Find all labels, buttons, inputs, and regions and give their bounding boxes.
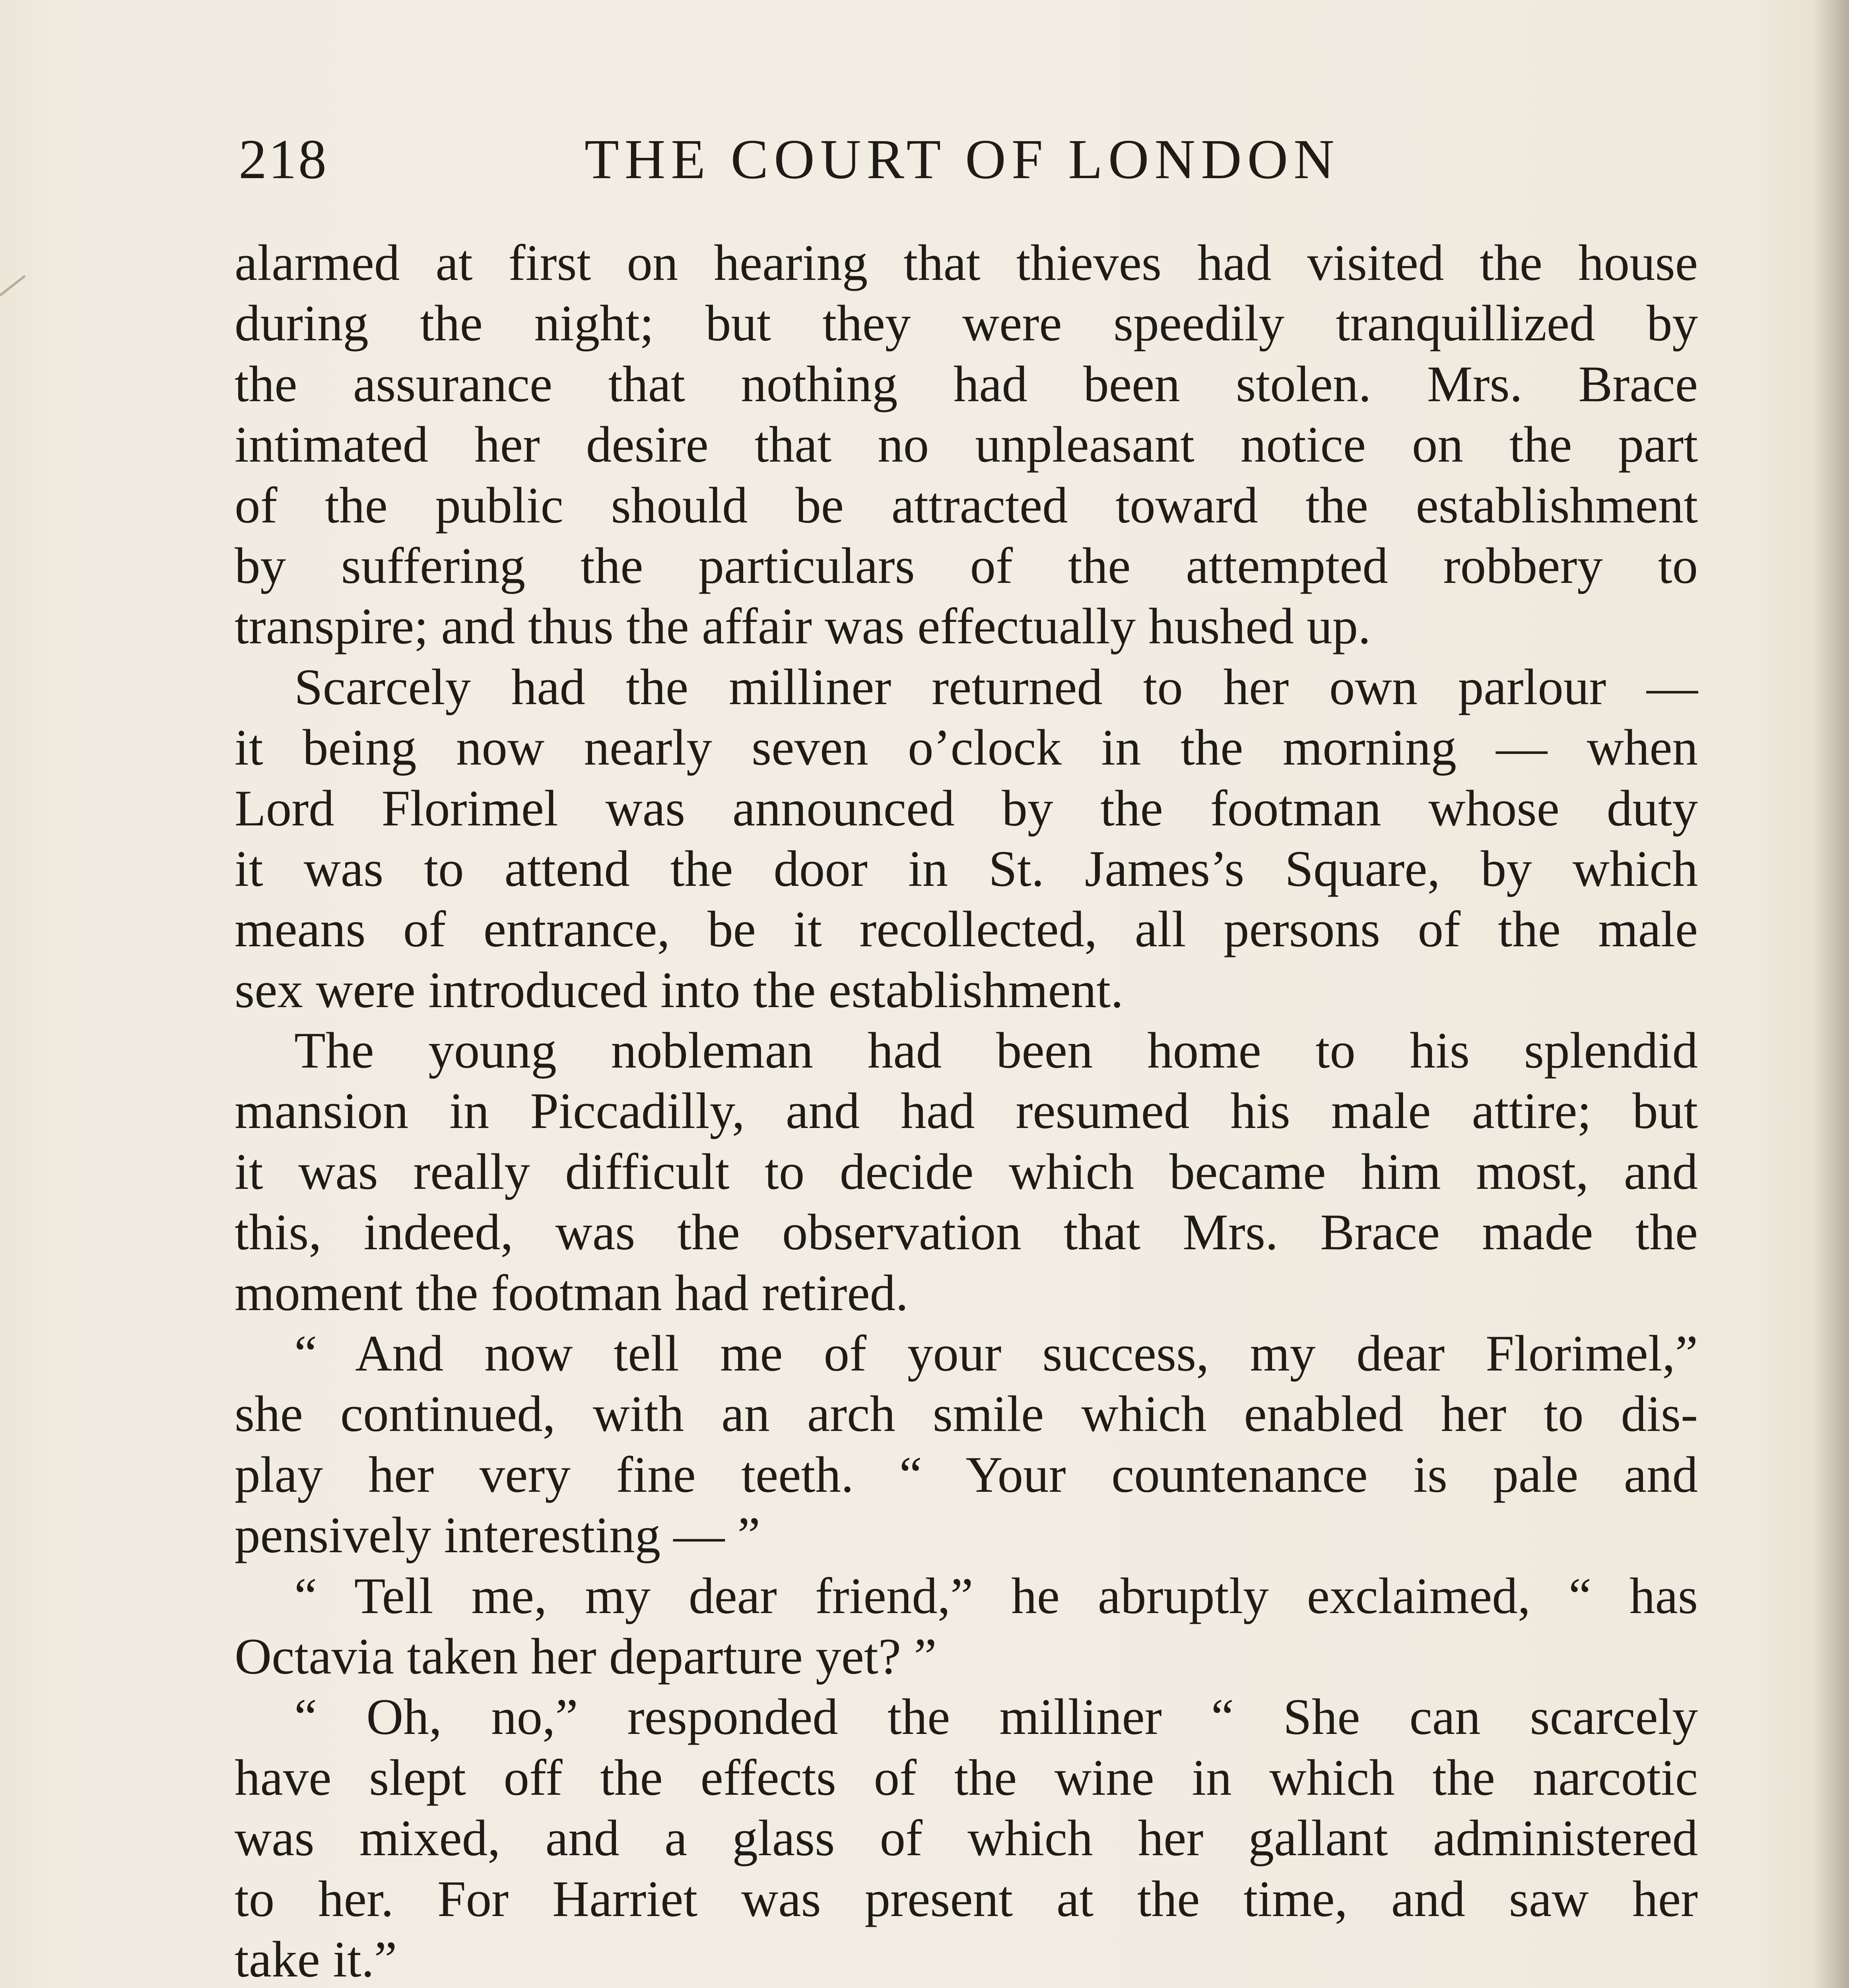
text-line: means of entrance, be it recollected, all persons of the male <box>235 901 1698 958</box>
body-text <box>235 233 1698 1988</box>
running-head <box>239 119 1694 199</box>
text-line: of the public should be attracted toward the establishment <box>235 476 1698 534</box>
text-line: The young nobleman had been home to his splendid <box>294 1022 1698 1079</box>
text-line: to her. For Harriet was present at the time, and saw her <box>235 1870 1698 1927</box>
text-line: was mixed, and a glass of which her gallant administered <box>235 1809 1698 1867</box>
text-line: intimated her desire that no unpleasant notice on the part <box>235 416 1698 473</box>
scan-edge-mark <box>0 275 26 296</box>
page-gutter-shadow <box>1813 0 1849 1988</box>
text-line: “ Oh, no,” responded the milliner “ She can scarcely <box>294 1688 1698 1745</box>
page-number: 218 <box>239 128 328 190</box>
text-line: moment the footman had retired. <box>235 1264 909 1321</box>
text-line: by suffering the particulars of the attempted robbery to <box>235 537 1698 594</box>
text-line: Scarcely had the milliner returned to her own parlour — <box>294 658 1698 715</box>
text-line: sex were introduced into the establishment. <box>235 961 1124 1018</box>
text-line: Octavia taken her departure yet? ” <box>235 1627 937 1685</box>
text-line: during the night; but they were speedily tranquillized by <box>235 295 1698 352</box>
text-line: “ And now tell me of your success, my dear Florimel,” <box>294 1325 1698 1382</box>
text-line: pensively interesting — ” <box>235 1507 760 1564</box>
text-line: she continued, with an arch smile which enabled her to dis- <box>235 1385 1698 1442</box>
text-line: have slept off the effects of the wine in which the narcotic <box>235 1749 1698 1806</box>
text-line: take it.” <box>235 1930 397 1988</box>
text-line: alarmed at first on hearing that thieves had visited the house <box>235 234 1698 291</box>
text-line: Lord Florimel was announced by the footman whose duty <box>235 779 1698 837</box>
text-line: this, indeed, was the observation that Mrs. Brace made the <box>235 1204 1698 1261</box>
text-line: it being now nearly seven o’clock in the morning — when <box>235 719 1698 776</box>
text-line: it was really difficult to decide which became him most, and <box>235 1143 1698 1200</box>
text-line: “ Tell me, my dear friend,” he abruptly exclaimed, “ has <box>294 1567 1698 1624</box>
text-line: transpire; and thus the affair was effectually hushed up. <box>235 598 1371 655</box>
text-line: the assurance that nothing had been stolen. Mrs. Brace <box>235 355 1698 412</box>
book-title: THE COURT OF LONDON <box>585 128 1340 190</box>
text-line: it was to attend the door in St. James’s Square, by which <box>235 840 1698 897</box>
text-line: play her very fine teeth. “ Your countenance is pale and <box>235 1446 1698 1503</box>
text-line: mansion in Piccadilly, and had resumed his male attire; but <box>235 1082 1698 1140</box>
